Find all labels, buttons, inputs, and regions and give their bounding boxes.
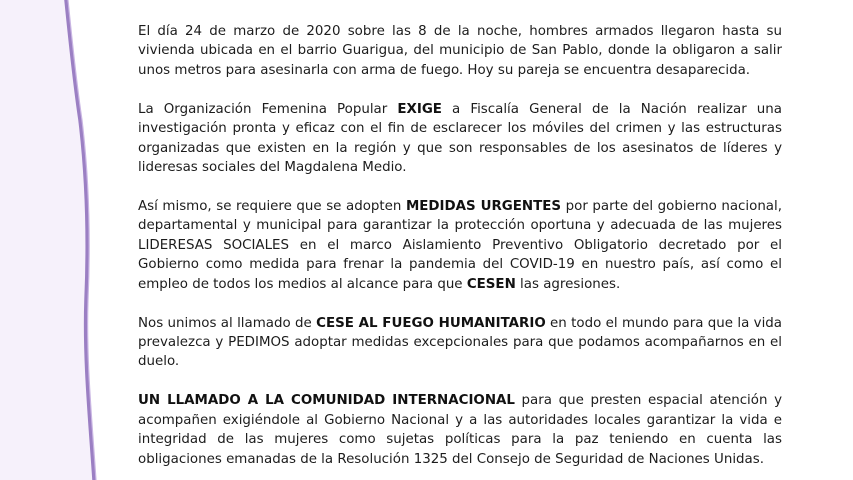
- paragraph-text: Nos unimos al llamado de: [138, 315, 317, 331]
- emphasis-cesen: CESEN: [466, 276, 516, 292]
- paragraph-text: por parte del gobierno nacional, departamental y municipal para garantizar la protección oportuna y adecuada de las mujeres LIDERESAS SOCIALES en el marco Aislamiento Preventivo Obligatorio decretado por el Gobierno como medida para frenar la pandemia del COVID-19 en nuestro país, así como el empleo de todos los medios al alcance para que: [138, 199, 782, 292]
- paragraph-exige: [138, 100, 782, 178]
- paragraph-medidas: [138, 197, 782, 294]
- emphasis-llamado-internacional: UN LLAMADO A LA COMUNIDAD INTERNACIONAL: [138, 393, 515, 409]
- paragraph-text: La Organización Femenina Popular: [138, 101, 398, 117]
- emphasis-medidas-urgentes: MEDIDAS URGENTES: [405, 199, 562, 215]
- paragraph-text: en todo el mundo para que la vida prevalezca y PEDIMOS adoptar medidas excepcionales para que podamos acompañarnos en el duelo.: [138, 315, 782, 370]
- border-fill: [0, 0, 94, 480]
- paragraph-cese-al-fuego: [138, 314, 782, 372]
- emphasis-cese-al-fuego: CESE AL FUEGO HUMANITARIO: [316, 315, 546, 331]
- document-body: [138, 22, 782, 480]
- paragraph-text: Así mismo, se requiere que se adopten: [138, 199, 406, 215]
- paragraph-incident: [138, 22, 782, 80]
- paragraph-llamado-internacional: [138, 391, 782, 469]
- paragraph-text: a Fiscalía General de la Nación realizar una investigación pronta y eficaz con el fin de esclarecer los móviles del crimen y las estructuras organizadas que existen en la región y que son responsables de los asesinatos de líderes y lideresas sociales del Magdalena Medio.: [138, 101, 782, 176]
- emphasis-exige: EXIGE: [397, 101, 442, 117]
- paragraph-text: para que presten espacial atención y acompañen exigiéndole al Gobierno Nacional y a las autoridades locales garantizar la vida e integridad de las mujeres como sujetas políticas para la paz teniendo en cuenta las obligaciones emanadas de la Resolución 1325 del Consejo de Seguridad de Naciones Unidas.: [138, 393, 782, 467]
- paragraph-text: El día 24 de marzo de 2020 sobre las 8 de la noche, hombres armados llegaron hasta su vivienda ubicada en el barrio Guarigua, del municipio de San Pablo, donde la obligaron a salir unos metros para asesinarla con arma de fuego. Hoy su pareja se encuentra desaparecida.: [138, 24, 782, 78]
- paragraph-text: las agresiones.: [515, 276, 621, 292]
